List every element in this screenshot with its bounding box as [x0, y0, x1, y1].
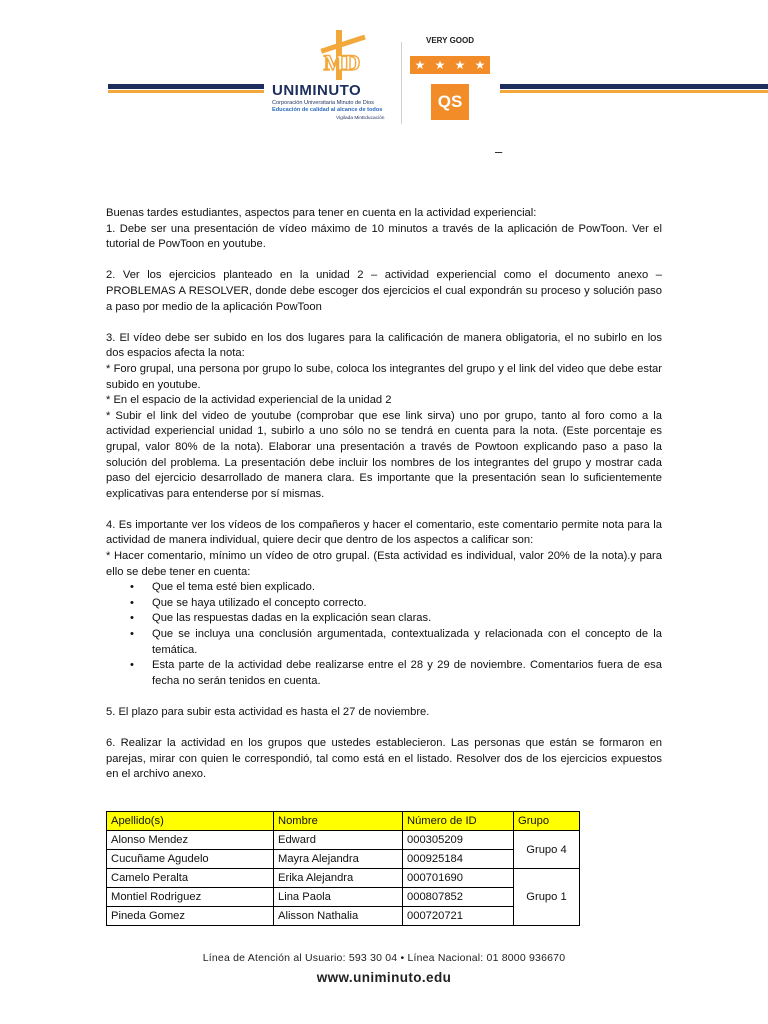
bullet-icon: • [130, 659, 134, 672]
list-item [106, 627, 662, 658]
table-row [107, 850, 580, 869]
qs-badge: QS [431, 84, 469, 120]
brand-subtitle: Corporación Universitaria Minuto de Dios [272, 100, 374, 106]
cell-nombre: Lina Paola [274, 888, 403, 907]
star-icon: ★ [454, 58, 466, 72]
cell-grupo: Grupo 1 [514, 869, 580, 926]
cell-apellidos: Camelo Peralta [107, 869, 274, 888]
bullet-icon: • [130, 596, 134, 609]
bullet-icon: • [130, 612, 134, 625]
cell-apellidos: Alonso Mendez [107, 831, 274, 850]
brand-tagline: Educación de calidad al alcance de todos [272, 107, 383, 113]
item-2: 2. Ver los ejercicios planteado en la unidad 2 – actividad experiencial como el documento anexo – PROBLEMAS A RESOLVER, donde debe escoger dos ejercicios el cual expondrán su proceso y solución paso a paso por medio de la aplicación PowToon [106, 269, 662, 313]
header-dash: – [495, 144, 503, 159]
item-1: 1. Debe ser una presentación de vídeo máximo de 10 minutos a través de la aplicación de PowToon. Ver el tutorial de PowToon en youtube. [106, 222, 662, 251]
bullet-icon: • [130, 628, 134, 641]
document-body [106, 206, 662, 783]
qs-rating-label: VERY GOOD [426, 36, 475, 45]
qs-stars [410, 56, 490, 74]
brand-vigilance: Vigilada MinEducación [336, 116, 385, 121]
star-icon: ★ [434, 58, 446, 72]
star-icon: ★ [414, 58, 426, 72]
header-grupo: Grupo [514, 812, 580, 831]
item-6: 6. Realizar la actividad en los grupos que ustedes establecieron. Las personas que están se formaron en parejas, mirar con quien le correspondió, tal como está en el listado. Resolver dos de los ejercicios expuestos en el archivo anexo. [106, 737, 662, 781]
criteria-list [106, 580, 662, 689]
header-apellidos: Apellido(s) [107, 812, 274, 831]
group-table [106, 811, 580, 926]
uniminuto-logo [272, 30, 422, 130]
list-item-text: Esta parte de la actividad debe realizarse entre el 28 y 29 de noviembre. Comentarios fuera de esa fecha no serán tenidos en cuenta. [152, 659, 662, 687]
list-item [106, 580, 662, 596]
cell-apellidos: Pineda Gomez [107, 907, 274, 926]
cell-id: 000807852 [403, 888, 514, 907]
table-row [107, 869, 580, 888]
cell-nombre: Alisson Nathalia [274, 907, 403, 926]
table-row [107, 831, 580, 850]
list-item-text: Que se haya utilizado el concepto correcto. [152, 596, 367, 609]
cell-nombre: Erika Alejandra [274, 869, 403, 888]
md-monogram-icon [312, 30, 372, 80]
md-monogram-text: MD [323, 50, 361, 75]
item-3c: * Subir el link del video de youtube (comprobar que ese link sirva) uno por grupo, tanto al foro como a la actividad experiencial unidad 1, subirlo a uno sólo no se tendrá en cuenta para la nota. (Este porcentaje es grupal, valor 80% de la nota). Elaborar una presentación a través de Powtoon explicando paso a paso la solución del problema. La presentación debe incluir los nombres de los integrantes del grupo y mostrar cada paso del ejercicio desarrollado de manera clara. Es importante que la presentación sean lo suficientemente explicativas para entenderse por sí mismas. [106, 409, 662, 500]
header-id: Número de ID [403, 812, 514, 831]
bullet-icon: • [130, 581, 134, 594]
item-4: 4. Es importante ver los vídeos de los compañeros y hacer el comentario, este comentario permite nota para la actividad de manera individual, quiere decir que dentro de los aspectos a calificar son: [106, 518, 662, 547]
footer-website: www.uniminuto.edu [316, 970, 452, 985]
footer-contact: Línea de Atención al Usuario: 593 30 04 • Línea Nacional: 01 8000 936670 [202, 952, 566, 964]
table-row [107, 907, 580, 926]
header-bar-left-navy [108, 84, 264, 89]
item-3a: * Foro grupal, una persona por grupo lo sube, coloca los integrantes del grupo y el link del video que debe estar subido en youtube. [106, 362, 662, 391]
intro-text: Buenas tardes estudiantes, aspectos para tener en cuenta en la actividad experiencial: [106, 207, 537, 219]
header-bar-right-navy [500, 84, 768, 89]
list-item [106, 611, 662, 627]
list-item-text: Que se incluya una conclusión argumentada, contextualizada y relacionada con el concepto de la temática. [152, 628, 662, 656]
qs-rating [410, 36, 490, 126]
star-icon: ★ [474, 58, 486, 72]
cell-grupo: Grupo 4 [514, 831, 580, 869]
item-5: 5. El plazo para subir esta actividad es hasta el 27 de noviembre. [106, 706, 430, 718]
cell-apellidos: Montiel Rodriguez [107, 888, 274, 907]
cell-nombre: Edward [274, 831, 403, 850]
table-header-row [107, 812, 580, 831]
table-row [107, 888, 580, 907]
list-item-text: Que las respuestas dadas en la explicación sean claras. [152, 612, 432, 625]
logo-divider [401, 42, 402, 124]
cell-id: 000925184 [403, 850, 514, 869]
item-3: 3. El vídeo debe ser subido en los dos lugares para la calificación de manera obligatoria, el no subirlo en los dos espacios afecta la nota: [106, 331, 662, 360]
item-4a: * Hacer comentario, mínimo un vídeo de otro grupal. (Esta actividad es individual, valor 20% de la nota).y para ello se debe tener en cuenta: [106, 550, 662, 578]
list-item-text: Que el tema esté bien explicado. [152, 581, 315, 594]
cell-id: 000701690 [403, 869, 514, 888]
list-item [106, 596, 662, 612]
brand-name: UNIMINUTO [272, 82, 362, 99]
cell-nombre: Mayra Alejandra [274, 850, 403, 869]
header-bar-right-gold [500, 90, 768, 93]
header-bar-left-gold [108, 90, 264, 93]
cell-id: 000305209 [403, 831, 514, 850]
item-3b: * En el espacio de la actividad experiencial de la unidad 2 [106, 394, 392, 407]
list-item [106, 658, 662, 689]
cell-apellidos: Cucuñame Agudelo [107, 850, 274, 869]
header-nombre: Nombre [274, 812, 403, 831]
cell-id: 000720721 [403, 907, 514, 926]
